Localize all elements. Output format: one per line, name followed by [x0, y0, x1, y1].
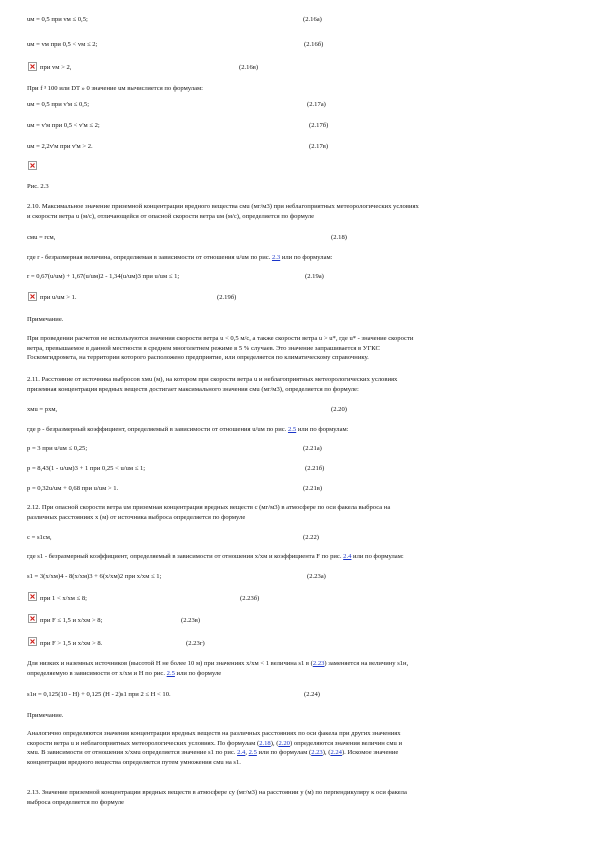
equation-number: (2.20): [331, 406, 347, 413]
formula-2-23b: при 1 < x/xм ≤ 8;: [40, 595, 87, 602]
equation-number: (2.23а): [307, 573, 326, 580]
paragraph-2-11: 2.11. Расстояние от источника выбросов xмu (м), на котором при скорости ветра u и неблагоприятных метеорологических условиях приземная концентрация вредных веществ достигает максимального значения cмu (мг/м3), определяется по формуле:: [27, 376, 398, 393]
equation-number: (2.17б): [309, 122, 329, 129]
formula-2-16v: при vм > 2,: [40, 64, 72, 71]
formula-2-17v: uм = 2,2v'м при v'м > 2.: [27, 143, 93, 150]
formula-2-20: xмu = pxм,: [27, 406, 58, 413]
broken-image-icon: [28, 62, 37, 71]
formula-2-24: s1н = 0,125(10 - H) + 0,125 (H - 2)s1 при 2 ≤ H < 10.: [27, 691, 171, 698]
equation-number: (2.21б): [305, 465, 325, 472]
link-formula-2-23[interactable]: 2.23: [311, 749, 323, 757]
equation-number: (2.23в): [181, 617, 201, 624]
link-figure-2-4[interactable]: 2.4: [237, 749, 246, 757]
note-heading: Примечание.: [27, 316, 64, 323]
definition-s1: где s1 - безразмерный коэффициент, определяемый в зависимости от отношения x/xм и коэффициента F по рис. 2.4 или по формулам:: [27, 553, 404, 560]
equation-number: (2.16б): [304, 41, 324, 48]
formula-2-17b: uм = v'м при 0,5 < v'м ≤ 2;: [27, 122, 100, 129]
formula-2-21v: p = 0,32u/uм + 0,68 при u/uм > 1.: [27, 485, 119, 492]
equation-number: (2.22): [303, 534, 319, 541]
equation-number: (2.16а): [303, 16, 322, 23]
broken-image-icon: [28, 637, 37, 646]
note-paragraph: Аналогично определяются значения концентрации вредных веществ на различных расстояниях по оси факела при других значениях скорости ветра u и неблагоприятных метеорологических условиях. По формулам (2.18), (2.20) определяются значения величин cмu и xмu. В зависимости от отношения x/xмu определяется значение s1 по рис. 2.4, 2.5 или по формулам (2.23), (2.24). Искомое значение концентрации вредного вещества определяется путем умножения cмu на s1.: [27, 730, 402, 766]
link-figure-2-4[interactable]: 2.4: [343, 553, 352, 560]
link-figure-2-3[interactable]: 2.3: [271, 254, 281, 261]
definition-p: где p - безразмерный коэффициент, определяемый в зависимости от отношения u/uм по рис. 2.5 или по формулам:: [27, 426, 349, 433]
formula-2-23a: s1 = 3(x/xм)4 - 8(x/xм)3 + 6(x/xм)2 при x/xм ≤ 1;: [27, 573, 162, 580]
equation-number: (2.21в): [303, 485, 323, 492]
broken-image-icon: [28, 592, 37, 601]
figure-caption: Рис. 2.3: [27, 183, 49, 190]
note-heading: Примечание.: [27, 712, 64, 719]
equation-number: (2.18): [331, 234, 347, 241]
link-figure-2-5[interactable]: 2.5: [166, 669, 175, 677]
paragraph-2-13: 2.13. Значение приземной концентрации вредных веществ в атмосфере cy (мг/м3) на расстоянии y (м) по перпендикуляру к оси факела выброса определяется по формуле: [27, 789, 407, 806]
equation-number: (2.17в): [309, 143, 329, 150]
definition-r: где r - безразмерная величина, определяемая в зависимости от отношения u/uм по рис. 2.3 или по формулам:: [27, 254, 333, 261]
formula-2-17a: uм = 0,5 при v'м ≤ 0,5;: [27, 101, 90, 108]
paragraph-2-12: 2.12. При опасной скорости ветра uм приземная концентрация вредных веществ c (мг/м3) в атмосфере по оси факела выброса на различных расстояниях x (м) от источника выброса определяется по формуле: [27, 504, 391, 521]
link-formula-2-24[interactable]: 2.24: [330, 749, 342, 757]
formula-2-19a: r = 0,67(u/uм) + 1,67(u/uм)2 - 1,34(u/uм)3 при u/uм ≤ 1;: [27, 273, 180, 280]
formula-2-22: c = s1cм,: [27, 534, 52, 541]
link-figure-2-5[interactable]: 2.5: [248, 749, 257, 757]
formula-2-16b: uм = vм при 0,5 < vм ≤ 2;: [27, 41, 98, 48]
paragraph-2-10: 2.10. Максимальное значение приземной концентрации вредного вещества cмu (мг/м3) при неблагоприятных метеорологических условиях и скорости ветра u (м/с), отличающейся от опасной скорости ветра uм (м/с), определяется по формуле: [27, 203, 419, 220]
equation-number: (2.19б): [217, 294, 237, 301]
equation-number: (2.19а): [305, 273, 324, 280]
broken-image-icon: [28, 292, 37, 301]
formula-2-23g: при F > 1,5 и x/xм > 8.: [40, 640, 103, 647]
formula-2-19b: при u/uм > 1.: [40, 294, 77, 301]
formula-2-16a: uм = 0,5 при vм ≤ 0,5;: [27, 16, 88, 23]
link-formula-2-23[interactable]: 2.23: [312, 660, 325, 667]
formula-2-21b: p = 8,43(1 - u/uм)3 + 1 при 0,25 < u/uм ≤ 1;: [27, 465, 146, 472]
condition-text: При f ³ 100 или DT » 0 значение uм вычисляется по формулам:: [27, 85, 204, 92]
link-figure-2-5[interactable]: 2.5: [287, 426, 297, 433]
note-paragraph: При проведении расчетов не используются значения скорости ветра u < 0,5 м/с, а также скорости ветра u > u*, где u* - значение скорости ветра, превышаемое в данной местности в среднем многолетнем режиме в 5 % случаев. Это значение запрашивается в УГКС Госкомгидромета, на территории которого расположено предприятие, или определяется по климатическому справочнику.: [27, 335, 414, 362]
link-formula-2-18[interactable]: 2.18: [259, 739, 271, 747]
broken-image-icon: [28, 614, 37, 623]
equation-number: (2.23б): [240, 595, 260, 602]
equation-number: (2.23г): [186, 640, 205, 647]
broken-image-icon: [28, 161, 37, 170]
equation-number: (2.16в): [239, 64, 259, 71]
equation-number: (2.17а): [307, 101, 326, 108]
equation-number: (2.21а): [303, 445, 322, 452]
formula-2-23v: при F ≤ 1,5 и x/xм > 8;: [40, 617, 103, 624]
formula-2-21a: p = 3 при u/uм ≤ 0,25;: [27, 445, 88, 452]
equation-number: (2.24): [304, 691, 320, 698]
link-formula-2-20[interactable]: 2.20: [278, 739, 290, 747]
formula-2-18: cмu = rcм,: [27, 234, 56, 241]
paragraph-low-sources: Для низких и наземных источников (высотой H не более 10 м) при значениях x/xм < 1 величина s1 в (2.23) заменяется на величину s1н, определяемую в зависимости от x/xм и H по рис. 2.5 или по формуле: [27, 660, 409, 677]
